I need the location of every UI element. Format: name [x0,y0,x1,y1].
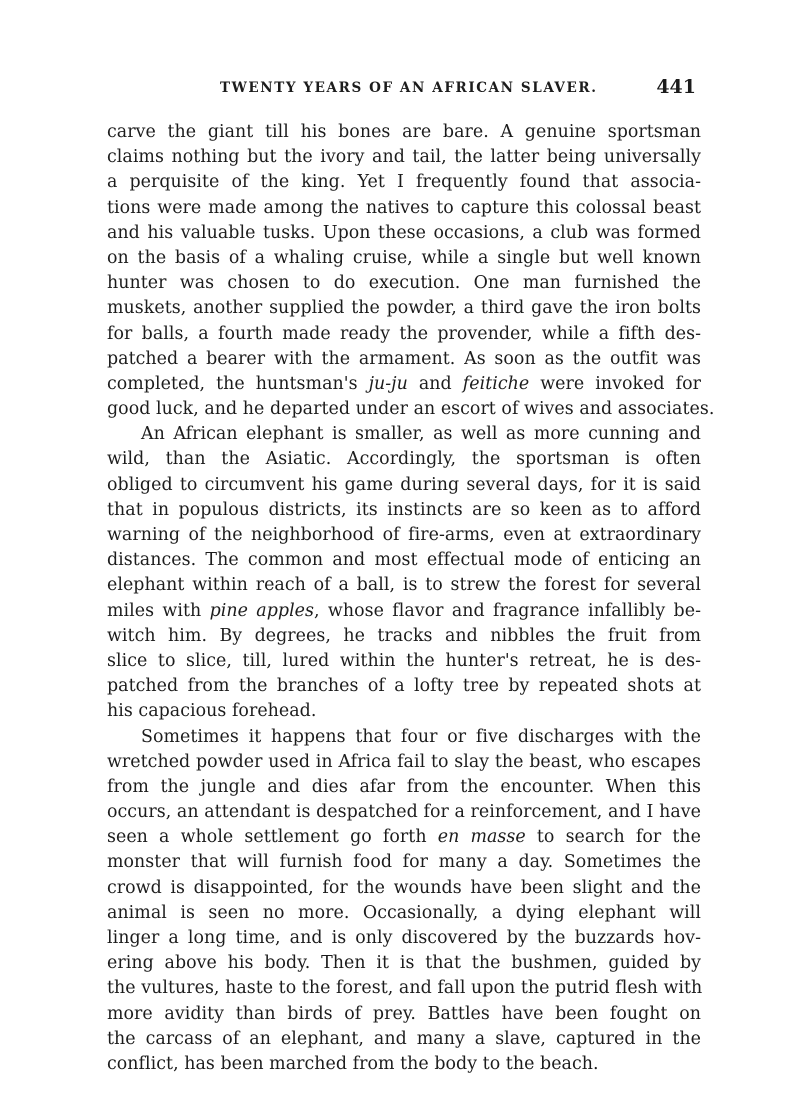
text-line: good luck, and he departed under an escort of wives and associates. [107,399,715,420]
text-fragment: seen a whole settlement go forth [107,827,438,848]
text-fragment: completed, the huntsman's [107,373,369,394]
italic-phrase: feitiche [462,373,530,394]
text-line: from the jungle and dies afar from the encounter. When this [107,776,701,797]
text-line [107,372,701,397]
text-line: and his valuable tusks. Upon these occasions, a club was formed [107,222,701,243]
text-line: warning of the neighborhood of fire-arms, even at extraordinary [107,525,701,545]
text-line: conflict, has been marched from the body to the beach. [107,1053,599,1074]
italic-phrase: en masse [437,827,526,848]
text-line: slice to slice, till, lured within the hunter's retreat, he is des- [107,650,701,671]
text-line: obliged to circumvent his game during several days, for it is said [107,474,701,495]
italic-phrase: ju-ju [368,373,408,394]
text-line: linger a long time, and is only discovered by the buzzards hov- [107,928,701,948]
page-header [108,76,700,104]
text-line: patched a bearer with the armament. As soon as the outfit was [107,348,701,369]
text-line [107,825,701,850]
body-text [107,120,715,1077]
text-line: his capacious forehead. [107,701,317,722]
text-line: animal is seen no more. Occasionally, a dying elephant will [107,902,701,923]
text-line: the vultures, haste to the forest, and fall upon the putrid flesh with [107,978,703,999]
text-line: claims nothing but the ivory and tail, the latter being universally [107,147,701,168]
text-line: hunter was chosen to do execution. One man furnished the [107,273,701,294]
text-line: Sometimes it happens that four or five discharges with the [141,726,701,747]
text-line: wild, than the Asiatic. Accordingly, the sportsman is often [107,449,701,470]
running-title: TWENTY YEARS OF AN AFRICAN SLAVER. [220,80,598,96]
text-line: wretched powder used in Africa fail to slay the beast, who escapes [107,751,701,772]
text-line: elephant within reach of a ball, is to strew the forest for several [107,575,701,596]
text-line: distances. The common and most effectual mode of enticing an [107,550,701,571]
text-line: monster that will furnish food for many a day. Sometimes the [107,852,701,873]
text-line: carve the giant till his bones are bare. A genuine sportsman [107,122,701,142]
italic-phrase: pine apples [209,600,314,621]
text-line: patched from the branches of a lofty tree by repeated shots at [107,676,701,697]
text-line: the carcass of an elephant, and many a slave, captured in the [107,1028,701,1049]
text-line: witch him. By degrees, he tracks and nibbles the fruit from [107,625,701,646]
text-fragment: to search for the [525,827,702,848]
text-fragment: were invoked for [529,373,701,394]
text-line: more avidity than birds of prey. Battles have been fought on [107,1003,701,1024]
text-line: tions were made among the natives to capture this colossal beast [107,197,701,218]
text-fragment: and [407,373,463,394]
text-line: muskets, another supplied the powder, a third gave the iron bolts [107,298,701,319]
text-line: a perquisite of the king. Yet I frequently found that associa- [107,172,701,193]
page-number: 441 [656,76,696,98]
text-fragment: miles with [107,600,210,621]
text-line: that in populous districts, its instincts are so keen as to afford [107,499,701,520]
text-line: An African elephant is smaller, as well as more cunning and [141,424,701,445]
text-line: for balls, a fourth made ready the provender, while a fifth des- [107,323,701,344]
text-line: ering above his body. Then it is that the bushmen, guided by [107,953,701,974]
text-line [107,599,701,624]
text-line: occurs, an attendant is despatched for a reinforcement, and I have [107,802,701,823]
text-line: on the basis of a whaling cruise, while a single but well known [107,247,701,268]
text-line: crowd is disappointed, for the wounds have been slight and the [107,877,701,898]
text-fragment: , whose flavor and fragrance infallibly be- [314,600,701,621]
